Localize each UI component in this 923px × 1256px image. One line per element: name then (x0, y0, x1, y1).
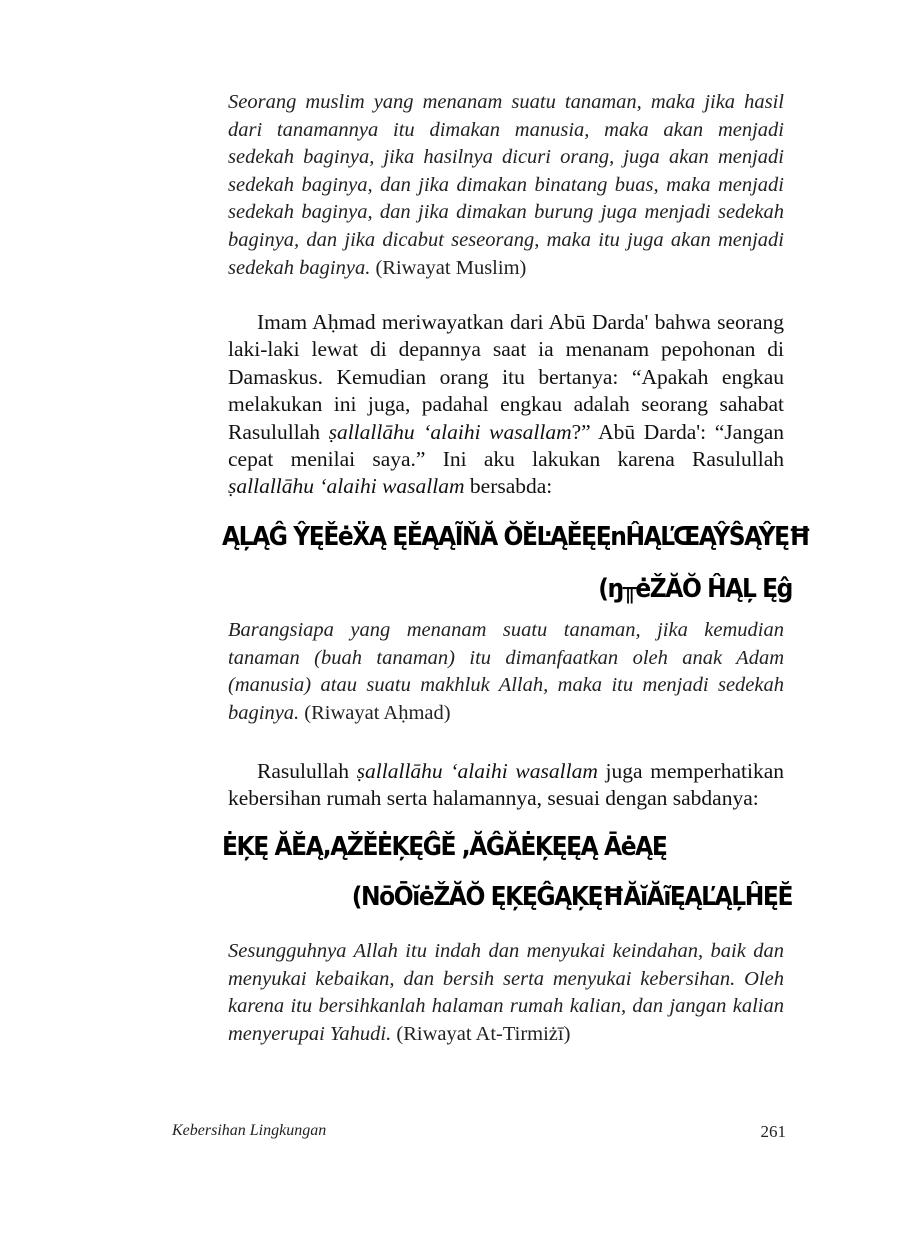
honorific: ṣallallāhu ‘alaihi wasallam (328, 419, 572, 444)
narration-paragraph (228, 309, 784, 501)
paragraph-text: bersabda: (469, 474, 553, 499)
hadith-translation-ahmad (228, 617, 784, 727)
honorific: ṣallallāhu ‘alaihi wasallam (228, 474, 465, 499)
narration-paragraph (228, 758, 784, 813)
arabic-hadith-line: (ŋ╥ėŽĂŎ ĤĄĻ Ęĝ (598, 574, 792, 604)
arabic-hadith-line: (NōŌĭėŽĂŎ ĘĶĘĜĄĶĘĦĂĭĂĩĘĄĽĄĻĤĘĔ (351, 882, 792, 912)
quote-text: Barangsiapa yang menanam suatu tanaman, jika kemudian tanaman (buah tanaman) itu dimanfaatkan oleh anak Adam (manusia) atau suatu makhluk Allah, maka itu menjadi sedekah baginya. (228, 619, 784, 724)
page-number: 261 (760, 1122, 786, 1141)
quote-source: (Riwayat At-Tirmiżī) (396, 1022, 571, 1045)
running-title: Kebersihan Lingkungan (172, 1122, 327, 1139)
arabic-hadith-line: ĄĻĄĜ ŶĘĚėẌĄ ĘĚĄĄĨŇĂ ŎĔĿĄĚĘĘnĤĄĽŒĄŶŜĄŶĘĦ (222, 522, 810, 552)
quote-text: Seorang muslim yang menanam suatu tanaman, maka jika hasil dari tanamannya itu dimakan manusia, maka akan menjadi sedekah baginya, jika hasilnya dicuri orang, juga akan menjadi sedekah baginya, dan jika dimakan binatang buas, maka menjadi sedekah baginya, dan jika dimakan burung juga menjadi sedekah baginya, dan jika dicabut seseorang, maka itu juga akan menjadi sedekah baginya. (228, 91, 784, 279)
paragraph-text: Imam Aḥmad meriwayatkan dari Abū Darda' bahwa seorang laki-laki lewat di depannya saat ia menanam pepohonan di Damaskus. Kemudian orang itu bertanya: “Apakah engkau melakukan ini juga, padahal engkau adalah seorang sahabat Rasulullah (228, 310, 784, 444)
quote-source: (Riwayat Aḥmad) (304, 701, 451, 724)
arabic-hadith-line: ĖĶĘ ĂĔĄ,ĄŽĚĖĶĘĜĚ ,ĂĜĂĖĶĘĘĄ ĀėĄĘ (222, 832, 667, 862)
honorific: ṣallallāhu ‘alaihi wasallam (356, 759, 598, 783)
quote-text: Sesungguhnya Allah itu indah dan menyukai keindahan, baik dan menyukai kebaikan, dan bersih serta menyukai kebersihan. Oleh karena itu bersihkanlah halaman rumah kalian, dan jangan kalian menyerupai Yahudi. (228, 940, 784, 1045)
paragraph-text: Rasulullah (257, 759, 349, 783)
hadith-translation-tirmidhi (228, 938, 784, 1048)
paragraph-text: ?” Abū Darda': “Jangan cepat menilai saya.” Ini aku lakukan karena Rasulullah (228, 419, 785, 472)
paragraph-text: juga memperhatikan kebersihan rumah serta halamannya, sesuai dengan sabdanya: (228, 759, 784, 811)
quote-source: (Riwayat Muslim) (375, 256, 527, 279)
hadith-translation-muslim (228, 89, 784, 282)
